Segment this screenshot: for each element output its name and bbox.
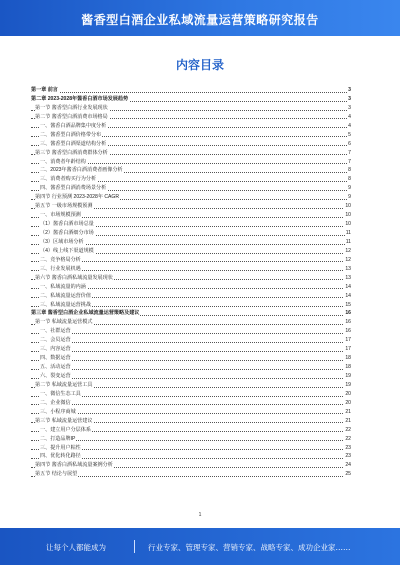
toc-entry[interactable] — [31, 336, 351, 345]
toc-entry[interactable] — [31, 238, 351, 247]
toc-entry-title: 二、竞争格局分析 — [40, 256, 81, 263]
toc-entry-title: 第四节 酱香白酒私域流量案例分析 — [35, 462, 113, 469]
toc-entry-page: 7 — [348, 149, 351, 156]
toc-entry-page: 25 — [345, 471, 351, 478]
toc-entry[interactable] — [31, 122, 351, 131]
toc-entry-title: 一、市场规模预测 — [40, 212, 81, 219]
toc-entry-title: 三、行业发展机遇 — [40, 265, 81, 272]
toc-entry-title: 四、数据运营 — [40, 355, 71, 362]
toc-entry-title: （1）酱香白酒市场总量 — [40, 221, 94, 228]
toc-entry[interactable] — [31, 247, 351, 256]
toc-entry[interactable] — [31, 193, 351, 202]
toc-entry-title: 一、建立用户分层体系 — [40, 426, 91, 433]
toc-entry-title: 二、会员运营 — [40, 337, 71, 344]
toc-entry[interactable] — [31, 318, 351, 327]
toc-entry-page: 17 — [345, 346, 351, 353]
toc-entry[interactable] — [31, 345, 351, 354]
toc-entry[interactable] — [31, 435, 351, 444]
toc-entry-page: 23 — [345, 444, 351, 451]
toc-entry-title: 第二节 酱香型白酒消费市场格局 — [35, 113, 108, 120]
toc-entry-page: 17 — [345, 337, 351, 344]
toc-entry-title: 二、私域流量运营价值 — [40, 292, 91, 299]
toc-entry-page: 24 — [345, 462, 351, 469]
toc-entry[interactable] — [31, 390, 351, 399]
toc-entry-page: 9 — [348, 194, 351, 201]
toc-entry-page: 20 — [345, 399, 351, 406]
toc-entry-page: 8 — [348, 176, 351, 183]
table-of-contents — [31, 86, 351, 479]
toc-entry-title: 第三节 酱香型白酒消费群体分析 — [35, 149, 108, 156]
toc-entry-title: （2）酱香白酒细分市场 — [40, 230, 94, 236]
toc-entry-title: 四、优化转化路径 — [40, 453, 81, 460]
toc-entry-page: 23 — [345, 453, 351, 460]
page-number: 1 — [198, 512, 202, 518]
toc-entry-page: 8 — [348, 167, 351, 174]
toc-entry[interactable] — [31, 309, 351, 318]
toc-entry-page: 14 — [345, 283, 351, 290]
toc-entry-page: 13 — [345, 265, 351, 272]
toc-entry[interactable] — [31, 184, 351, 193]
toc-entry[interactable] — [31, 381, 351, 390]
toc-entry-title: 第三章 酱香型白酒企业私域流量运营策略及建议 — [31, 310, 140, 317]
toc-entry-title: 第二章 2023-2028年酱香白酒市场发展趋势 — [31, 95, 129, 102]
toc-entry-title: 一、私域流量的内涵 — [40, 283, 86, 290]
toc-entry-page: 18 — [345, 364, 351, 371]
toc-entry-title: 六、裂变运营 — [40, 373, 71, 379]
toc-entry[interactable] — [31, 399, 351, 408]
toc-entry-title: 第二节 私域流量运营工具 — [35, 381, 93, 388]
toc-entry-title: 一、消费者年龄结构 — [40, 158, 86, 165]
toc-entry-page: 12 — [345, 247, 351, 254]
toc-entry-page: 5 — [348, 131, 351, 138]
toc-entry-title: 第一节 酱香型白酒行业发展现状 — [35, 104, 108, 111]
toc-entry-page: 10 — [345, 203, 351, 210]
toc-entry[interactable] — [31, 104, 351, 113]
toc-entry-title: 一、社群运营 — [40, 328, 71, 335]
toc-entry-page: 21 — [345, 417, 351, 424]
toc-entry[interactable] — [31, 166, 351, 175]
toc-entry-page: 16 — [345, 319, 351, 326]
toc-entry[interactable] — [31, 229, 351, 238]
toc-entry-page: 20 — [345, 390, 351, 397]
toc-entry[interactable] — [31, 461, 351, 470]
toc-entry[interactable] — [31, 86, 351, 95]
toc-entry[interactable] — [31, 292, 351, 301]
toc-entry-page: 4 — [348, 113, 351, 120]
toc-entry-page: 16 — [345, 310, 351, 317]
toc-entry-title: 二、2023年酱香白酒消费者画像分析 — [40, 167, 123, 174]
toc-entry[interactable] — [31, 220, 351, 229]
toc-entry[interactable] — [31, 372, 351, 381]
toc-entry-title: 第三节 私域流量运营建议 — [35, 417, 93, 424]
toc-entry[interactable] — [31, 470, 351, 479]
toc-entry-page: 3 — [348, 87, 351, 93]
toc-entry[interactable] — [31, 417, 351, 426]
toc-entry[interactable] — [31, 452, 351, 461]
report-title: 酱香型白酒企业私域流量运营策略研究报告 — [81, 13, 319, 27]
toc-entry[interactable] — [31, 354, 351, 363]
toc-entry-title: 第五节 结论与展望 — [35, 471, 78, 478]
toc-entry-title: 二、打造品牌IP — [40, 435, 76, 442]
toc-entry-page: 14 — [345, 292, 351, 299]
toc-entry[interactable] — [31, 256, 351, 265]
toc-entry-title: 三、内容运营 — [40, 346, 71, 353]
toc-entry-page: 10 — [345, 221, 351, 228]
toc-entry-page: 9 — [348, 185, 351, 192]
toc-entry-page: 18 — [345, 355, 351, 362]
toc-entry-title: 第六节 酱香白酒私域流量发展现状 — [35, 274, 113, 281]
toc-entry[interactable] — [31, 95, 351, 104]
toc-entry-title: 三、小程序商城 — [40, 408, 76, 415]
toc-entry-page: 13 — [345, 274, 351, 281]
toc-entry-page: 19 — [345, 381, 351, 388]
toc-entry-title: 第一章 前言 — [31, 87, 58, 93]
toc-entry[interactable] — [31, 444, 351, 453]
toc-entry-title: 三、私域流量运营挑战 — [40, 301, 91, 308]
toc-entry[interactable] — [31, 426, 351, 435]
toc-entry-title: 二、酱香型白酒价格带分布 — [40, 131, 102, 138]
toc-entry-title: 三、消费者购买行为分析 — [40, 176, 97, 183]
footer-tagline: 行业专家、管理专家、营销专家、战略专家、成功企业家…… — [148, 543, 351, 552]
toc-entry-page: 7 — [348, 158, 351, 165]
toc-entry-page: 19 — [345, 373, 351, 379]
toc-entry[interactable] — [31, 113, 351, 122]
toc-entry-title: 三、提升用户粘性 — [40, 444, 81, 451]
toc-entry-page: 4 — [348, 122, 351, 129]
header-banner — [0, 0, 400, 36]
toc-entry-title: 二、企业微信 — [40, 399, 71, 406]
footer-slogan: 让每个人都能成为 — [46, 543, 106, 552]
toc-entry-title: 第四节 行业预测 2023-2028年 CAGR — [35, 194, 120, 201]
toc-entry[interactable] — [31, 408, 351, 417]
toc-entry-page: 11 — [345, 238, 351, 245]
toc-entry[interactable] — [31, 363, 351, 372]
toc-entry-title: 第五节 一级市场规模预测 — [35, 203, 93, 210]
toc-entry[interactable] — [31, 265, 351, 274]
toc-entry-page: 22 — [345, 435, 351, 442]
toc-entry-title: 三、酱香型白酒渠道结构分析 — [40, 140, 107, 147]
toc-entry-title: 一、微信生态工具 — [40, 390, 81, 397]
toc-entry[interactable] — [31, 274, 351, 283]
toc-entry[interactable] — [31, 140, 351, 149]
toc-entry-title: 四、酱香型白酒消费场景分析 — [40, 185, 107, 192]
footer-banner — [0, 528, 400, 565]
toc-entry[interactable] — [31, 158, 351, 167]
toc-entry-page: 16 — [345, 328, 351, 335]
toc-entry-page: 22 — [345, 426, 351, 433]
toc-entry-title: （4）线上线下渠道规模 — [40, 247, 94, 254]
toc-entry-page: 6 — [348, 140, 351, 147]
footer-divider — [134, 540, 135, 553]
toc-entry-page: 15 — [345, 301, 351, 308]
toc-entry[interactable] — [31, 202, 351, 211]
toc-entry-title: 五、活动运营 — [40, 364, 71, 371]
toc-entry[interactable] — [31, 327, 351, 336]
toc-entry-title: 第一节 私域流量运营模式 — [35, 319, 93, 326]
toc-entry-page: 21 — [345, 408, 351, 415]
toc-entry[interactable] — [31, 131, 351, 140]
toc-entry-page: 3 — [348, 104, 351, 111]
toc-entry-page: 10 — [345, 212, 351, 219]
toc-heading: 内容目录 — [175, 58, 224, 72]
toc-entry[interactable] — [31, 175, 351, 184]
toc-entry-page: 12 — [345, 256, 351, 263]
toc-entry[interactable] — [31, 149, 351, 158]
toc-entry-page: 11 — [345, 230, 351, 236]
toc-entry-title: （3）区域市场分析 — [40, 238, 84, 245]
toc-entry-title: 一、酱香白酒品牌集中度分析 — [40, 122, 107, 129]
toc-entry[interactable] — [31, 283, 351, 292]
toc-entry[interactable] — [31, 211, 351, 220]
toc-entry[interactable] — [31, 301, 351, 310]
toc-entry-page: 3 — [348, 95, 351, 102]
